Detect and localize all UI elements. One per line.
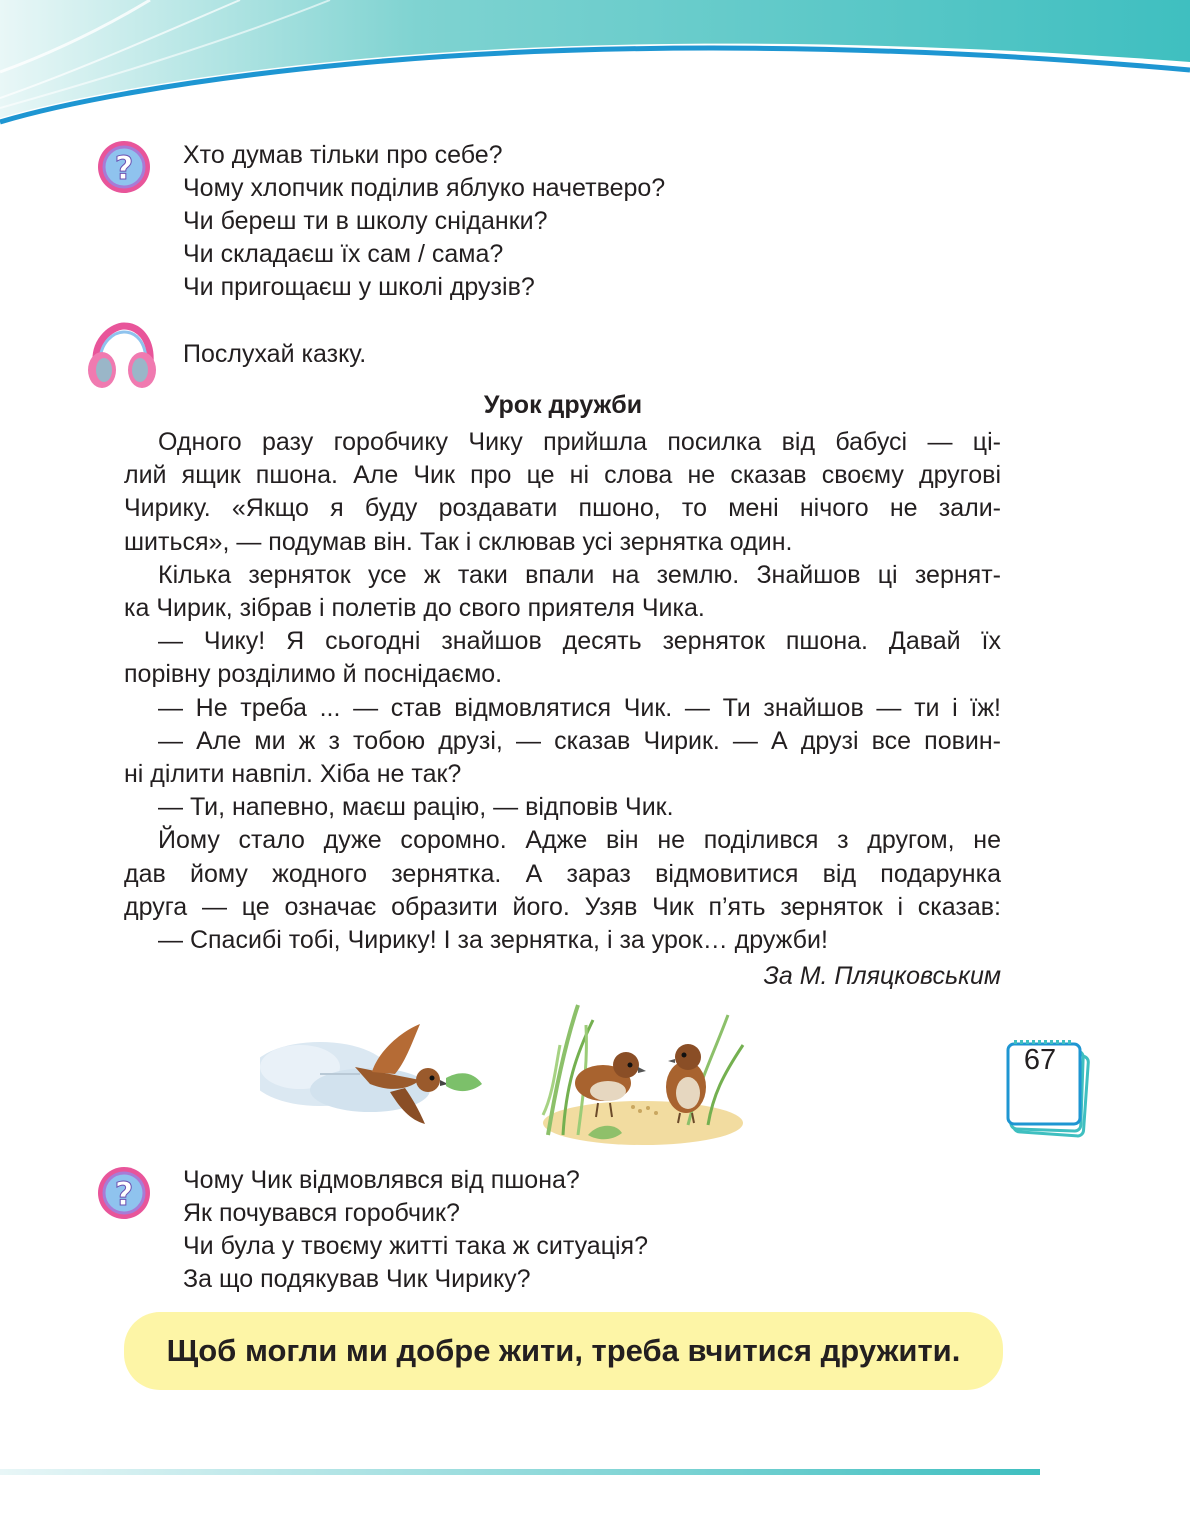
story-line: Йому стало дуже соромно. Адже він не поділився з другом, не [158, 826, 1001, 855]
story-line: лий ящик пшона. Але Чик про це ні слова не сказав своєму другові [124, 461, 1001, 490]
story-line: Кілька зерняток усе ж таки впали на землю. Знайшов ці зернят- [158, 560, 1001, 589]
motto-text: Щоб могли ми добре жити, треба вчитися дружити. [166, 1333, 961, 1368]
story-line: Одного разу горобчику Чику прийшла посилка від бабусі — ці- [158, 428, 1001, 456]
story-line: дав йому жодного зернятка. А зараз відмовитися від подарунка [124, 859, 1001, 888]
motto-banner [124, 1312, 1003, 1390]
story-line: — Спасибі тобі, Чирику! І за зернятка, і за урок… дружби! [158, 926, 828, 955]
question-mark-icon [96, 139, 152, 195]
question-line: Чому хлопчик поділив яблуко начетверо? [183, 174, 666, 202]
question-line: Чи була у твоєму житті така ж ситуація? [183, 1232, 649, 1260]
page-number: 67 [1023, 1044, 1057, 1076]
story-line: Чирику. «Якщо я буду роздавати пшоно, то мені нічого не зали- [124, 494, 1001, 523]
story-line: ка Чирик, зібрав і полетів до свого приятеля Чика. [124, 594, 705, 623]
question-line: Як почувався горобчик? [183, 1199, 460, 1227]
story-line: — Ти, напевно, маєш рацію, — відповів Чик. [158, 793, 674, 822]
question-line: Чому Чик відмовлявся від пшона? [183, 1166, 580, 1194]
story-author: За М. Пляцковським [763, 962, 1001, 990]
story-line: ні ділити навпіл. Хіба не так? [124, 760, 462, 789]
story-title: Урок дружби [483, 391, 643, 419]
story-line: друга — це означає образити його. Узяв Чик п’ять зерняток і сказав: [124, 892, 1001, 921]
story-text [124, 426, 1001, 957]
story-line: шиться», — подумав він. Так і склював усі зернятка один. [124, 527, 793, 556]
footer-line [0, 1467, 1040, 1477]
question-line: Чи береш ти в школу сніданки? [183, 207, 548, 235]
question-list-1 [183, 139, 665, 304]
two-sparrows-illustration [538, 995, 748, 1150]
story-line: порівну розділимо й поснідаємо. [124, 660, 503, 689]
story-line: — Але ми ж з тобою друзі, — сказав Чирик. — А друзі все повин- [158, 726, 1001, 755]
question-list-2 [183, 1164, 648, 1296]
question-line: Чи пригощаєш у школі друзів? [183, 273, 535, 301]
svg-text:?: ? [114, 1175, 134, 1213]
question-mark-icon [96, 1165, 152, 1221]
listen-instruction: Послухай казку. [183, 340, 367, 368]
story-line: — Не треба ... — став відмовлятися Чик. — Ти знайшов — ти і їж! [158, 693, 1001, 722]
flying-sparrow-illustration [260, 1012, 500, 1132]
question-line: За що подякував Чик Чирику? [183, 1265, 531, 1293]
header-band [0, 0, 1190, 140]
question-line: Хто думав тільки про себе? [183, 141, 503, 169]
story-line: — Чику! Я сьогодні знайшов десять зерняток пшона. Давай їх [158, 627, 1001, 656]
headphones-icon [84, 318, 160, 394]
question-line: Чи складаєш їх сам / сама? [183, 240, 504, 268]
svg-text:?: ? [114, 149, 134, 187]
